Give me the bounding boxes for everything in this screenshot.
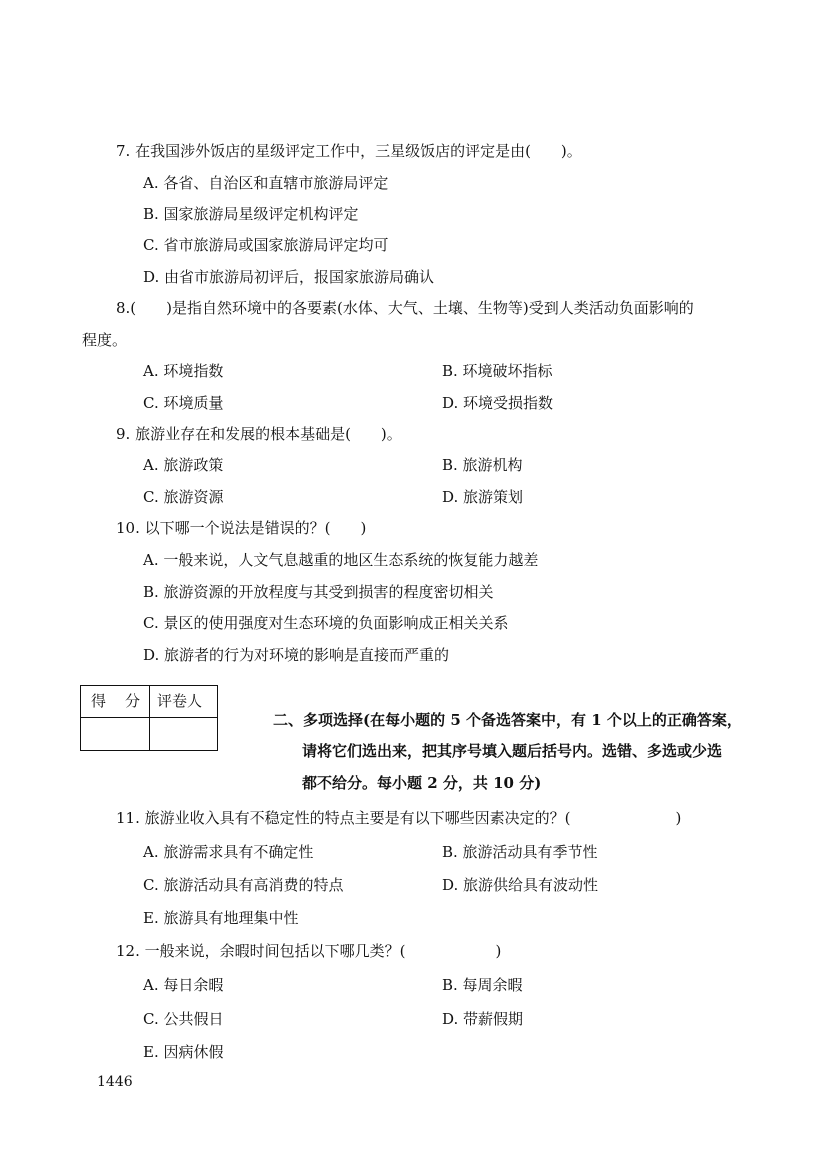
question-11-option-d: D. 旅游供给具有波动性 (442, 876, 599, 894)
question-10-option-a: A. 一般来说，人文气息越重的地区生态系统的恢复能力越差 (143, 551, 539, 569)
grader-label: 评卷人 (157, 692, 203, 710)
question-7-stem: 7. 在我国涉外饭店的星级评定工作中，三星级饭店的评定是由( )。 (116, 142, 582, 160)
question-9-option-a: A. 旅游政策 (143, 456, 224, 474)
question-7-option-c: C. 省市旅游局或国家旅游局评定均可 (143, 236, 389, 254)
question-8-option-d: D. 环境受损指数 (442, 394, 554, 412)
question-10-option-b: B. 旅游资源的开放程度与其受到损害的程度密切相关 (143, 583, 494, 601)
page-number: 1446 (97, 1074, 133, 1090)
question-10-stem: 10. 以下哪一个说法是错误的？( ) (116, 519, 367, 537)
question-7-option-a: A. 各省、自治区和直辖市旅游局评定 (143, 174, 389, 192)
question-9-option-d: D. 旅游策划 (442, 488, 524, 506)
question-9-option-b: B. 旅游机构 (442, 456, 523, 474)
question-11-option-c: C. 旅游活动具有高消费的特点 (143, 876, 344, 894)
question-7-option-d: D. 由省市旅游局初评后，报国家旅游局确认 (143, 268, 435, 286)
question-8-stem: 8.( )是指自然环境中的各要素(水体、大气、土壤、生物等)受到人类活动负面影响的 (116, 299, 694, 317)
question-11-stem: 11. 旅游业收入具有不稳定性的特点主要是有以下哪些因素决定的？( ) (116, 809, 682, 827)
question-12-option-a: A. 每日余暇 (143, 976, 224, 994)
question-11-option-b: B. 旅游活动具有季节性 (442, 843, 598, 861)
section-2-scoring: 都不给分。每小题 2 分，共 10 分) (302, 774, 542, 792)
score-table (80, 685, 218, 751)
grader-cell (150, 718, 217, 750)
question-12-option-c: C. 公共假日 (143, 1010, 224, 1028)
question-12-option-b: B. 每周余暇 (442, 976, 523, 994)
question-7-option-b: B. 国家旅游局星级评定机构评定 (143, 205, 359, 223)
section-2-heading: 二、多项选择(在每小题的 5 个备选答案中，有 1 个以上的正确答案， (273, 711, 742, 729)
score-cell (81, 718, 148, 750)
question-11-option-a: A. 旅游需求具有不确定性 (143, 843, 314, 861)
question-10-option-c: C. 景区的使用强度对生态环境的负面影响成正相关关系 (143, 614, 509, 632)
question-12-stem: 12. 一般来说，余暇时间包括以下哪几类？( ) (116, 942, 502, 960)
question-8-option-a: A. 环境指数 (143, 362, 224, 380)
question-8-stem-continued: 程度。 (82, 331, 128, 349)
question-8-option-b: B. 环境破坏指标 (442, 362, 553, 380)
section-2-instructions: 请将它们选出来，把其序号填入题后括号内。选错、多选或少选 (302, 742, 723, 760)
score-label: 得 分 (91, 692, 143, 710)
question-9-option-c: C. 旅游资源 (143, 488, 224, 506)
question-9-stem: 9. 旅游业存在和发展的根本基础是( )。 (116, 425, 402, 443)
question-8-option-c: C. 环境质量 (143, 394, 224, 412)
question-12-option-e: E. 因病休假 (143, 1043, 224, 1061)
question-10-option-d: D. 旅游者的行为对环境的影响是直接而严重的 (143, 646, 450, 664)
question-12-option-d: D. 带薪假期 (442, 1010, 524, 1028)
question-11-option-e: E. 旅游具有地理集中性 (143, 909, 299, 927)
